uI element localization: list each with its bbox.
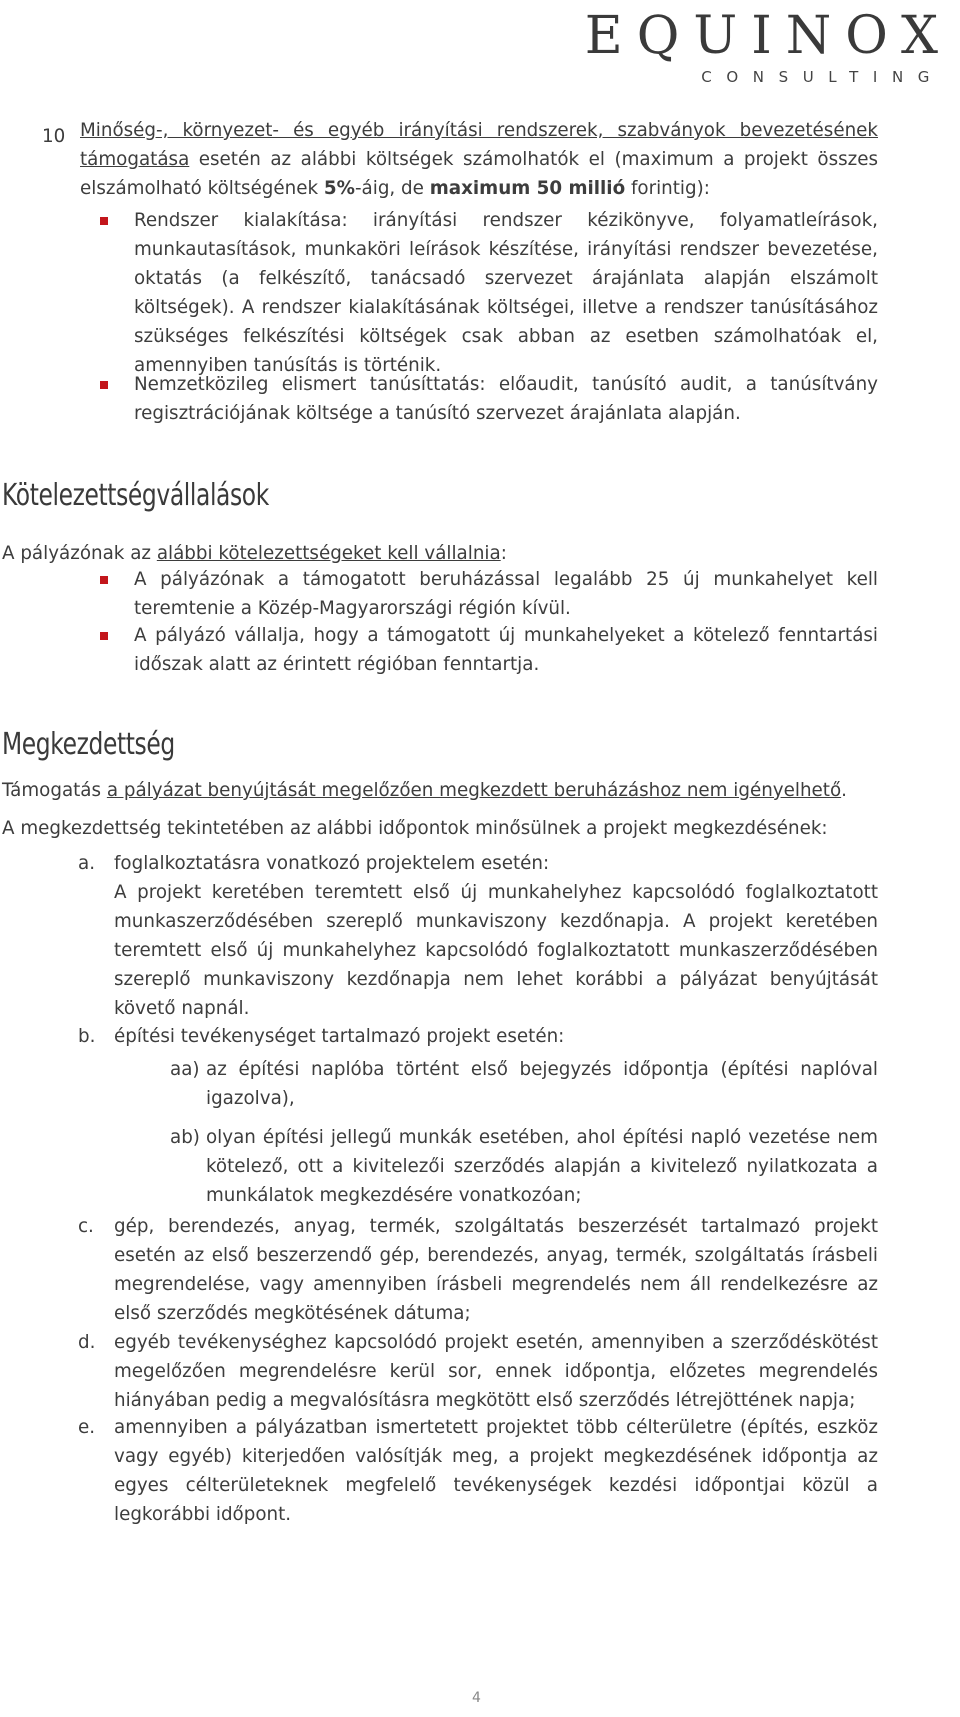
list-item-c: gép, berendezés, anyag, termék, szolgáltatás beszerzését tartalmazó projekt esetén az első beszerzendő gép, berendezés, anyag, termék, szolgáltatás írásbeli megrendelése, vagy amennyiben írásbeli megrendelés nem áll rendelkezésre az első szerződés megkötésének dátuma;	[114, 1216, 878, 1324]
list-item-e: amennyiben a pályázatban ismertetett projektet több célterületre (építés, eszköz vagy egyéb) kiterjedően valósítják meg, a projekt megkezdésének időpontja az egyes célterületeknek megfelelő tevékenységek kezdési időpontjai közül a legkorábbi időpont.	[114, 1417, 878, 1525]
list-marker-d: d.	[78, 1332, 96, 1353]
list-item-aa: az építési naplóba történt első bejegyzés időpontja (építési naplóval igazolva),	[206, 1059, 878, 1109]
section10-bullet-1: Rendszer kialakítása: irányítási rendszer kézikönyve, folyamatleírások, munkautasítások, munkaköri leírások készítése, irányítási rendszer bevezetése, oktatás (a felkészítő, tanácsadó szervezet árajánlata alapján elszámolt költségek). A rendszer kialakításának költségei, illetve a rendszer tanúsításához szükséges felkészítési költségek csak abban az esetben számolhatóak el, amennyiben tanúsítás is történik.	[134, 210, 878, 376]
equinox-logo	[584, 6, 952, 86]
list-item-ab: olyan építési jellegű munkák esetében, ahol építési napló vezetése nem kötelező, ott a kivitelezői szerződés alapján a kivitelező nyilatkozata a munkálatok megkezdésére vonatkozóan;	[206, 1127, 878, 1206]
bullet-icon	[100, 576, 108, 584]
list-marker-aa: aa)	[170, 1059, 200, 1080]
list-item-d: egyéb tevékenységhez kapcsolódó projekt esetén, amennyiben a szerződéskötést megelőzően megrendelésre kerül sor, ennek időpontja, előzetes megrendelés hiányában pedig a megvalósításra megkötött első szerződés létrejöttének napja;	[114, 1332, 878, 1411]
list-marker-ab: ab)	[170, 1127, 200, 1148]
bullet-icon	[100, 381, 108, 389]
section10-title: Minőség-, környezet- és egyéb irányítási rendszerek, szabványok bevezetésének támogatása	[80, 120, 878, 170]
bullet-icon	[100, 632, 108, 640]
section10-bullet-2: Nemzetközileg elismert tanúsíttatás: előaudit, tanúsító audit, a tanúsítvány regisztrációjának költsége a tanúsító szervezet árajánlata alapján.	[134, 374, 878, 424]
list-item-a-title: foglalkoztatásra vonatkozó projektelem esetén:	[114, 853, 550, 874]
list-item-b-title: építési tevékenységet tartalmazó projekt esetén:	[114, 1026, 565, 1047]
list-marker-a: a.	[78, 853, 96, 874]
logo-subtitle: CONSULTING	[701, 68, 944, 86]
item-number: 10	[42, 126, 66, 147]
heading-megkezdettseg: Megkezdettség	[2, 727, 175, 762]
kot-bullet-2: A pályázó vállalja, hogy a támogatott új munkahelyeket a kötelező fenntartási időszak alatt az érintett régióban fenntartja.	[134, 625, 878, 675]
kot-bullet-1: A pályázónak a támogatott beruházással legalább 25 új munkahelyet kell teremtenie a Közép-Magyarországi régión kívül.	[134, 569, 878, 619]
kot-intro: A pályázónak az alábbi kötelezettségeket kell vállalnia:	[2, 543, 507, 564]
page-number: 4	[472, 1690, 481, 1706]
bullet-icon	[100, 217, 108, 225]
list-marker-c: c.	[78, 1216, 94, 1237]
list-marker-e: e.	[78, 1417, 96, 1438]
meg-paragraph-2: A megkezdettség tekintetében az alábbi időpontok minősülnek a projekt megkezdésének:	[2, 818, 828, 839]
meg-paragraph-1: Támogatás a pályázat benyújtását megelőzően megkezdett beruházáshoz nem igényelhető.	[2, 780, 847, 801]
heading-kotelezettsegvallalasok: Kötelezettségvállalások	[2, 478, 269, 513]
logo-brand: EQUINOX	[584, 6, 952, 66]
list-marker-b: b.	[78, 1026, 96, 1047]
list-item-a-body: A projekt keretében teremtett első új munkahelyhez kapcsolódó foglalkoztatott munkaszerződésében szereplő munkaviszony kezdőnapja. A projekt keretében teremtett első új munkahelyhez kapcsolódó foglalkoztatott munkaszerződésében szereplő munkaviszony kezdőnapja nem lehet korábbi a pályázat benyújtását követő napnál.	[114, 882, 878, 1019]
section10-paragraph: Minőség-, környezet- és egyéb irányítási rendszerek, szabványok bevezetésének támogatása esetén az alábbi költségek számolhatók el (maximum a projekt összes elszámolható költségének 5%-áig, de maximum 50 millió forintig):	[80, 120, 878, 199]
